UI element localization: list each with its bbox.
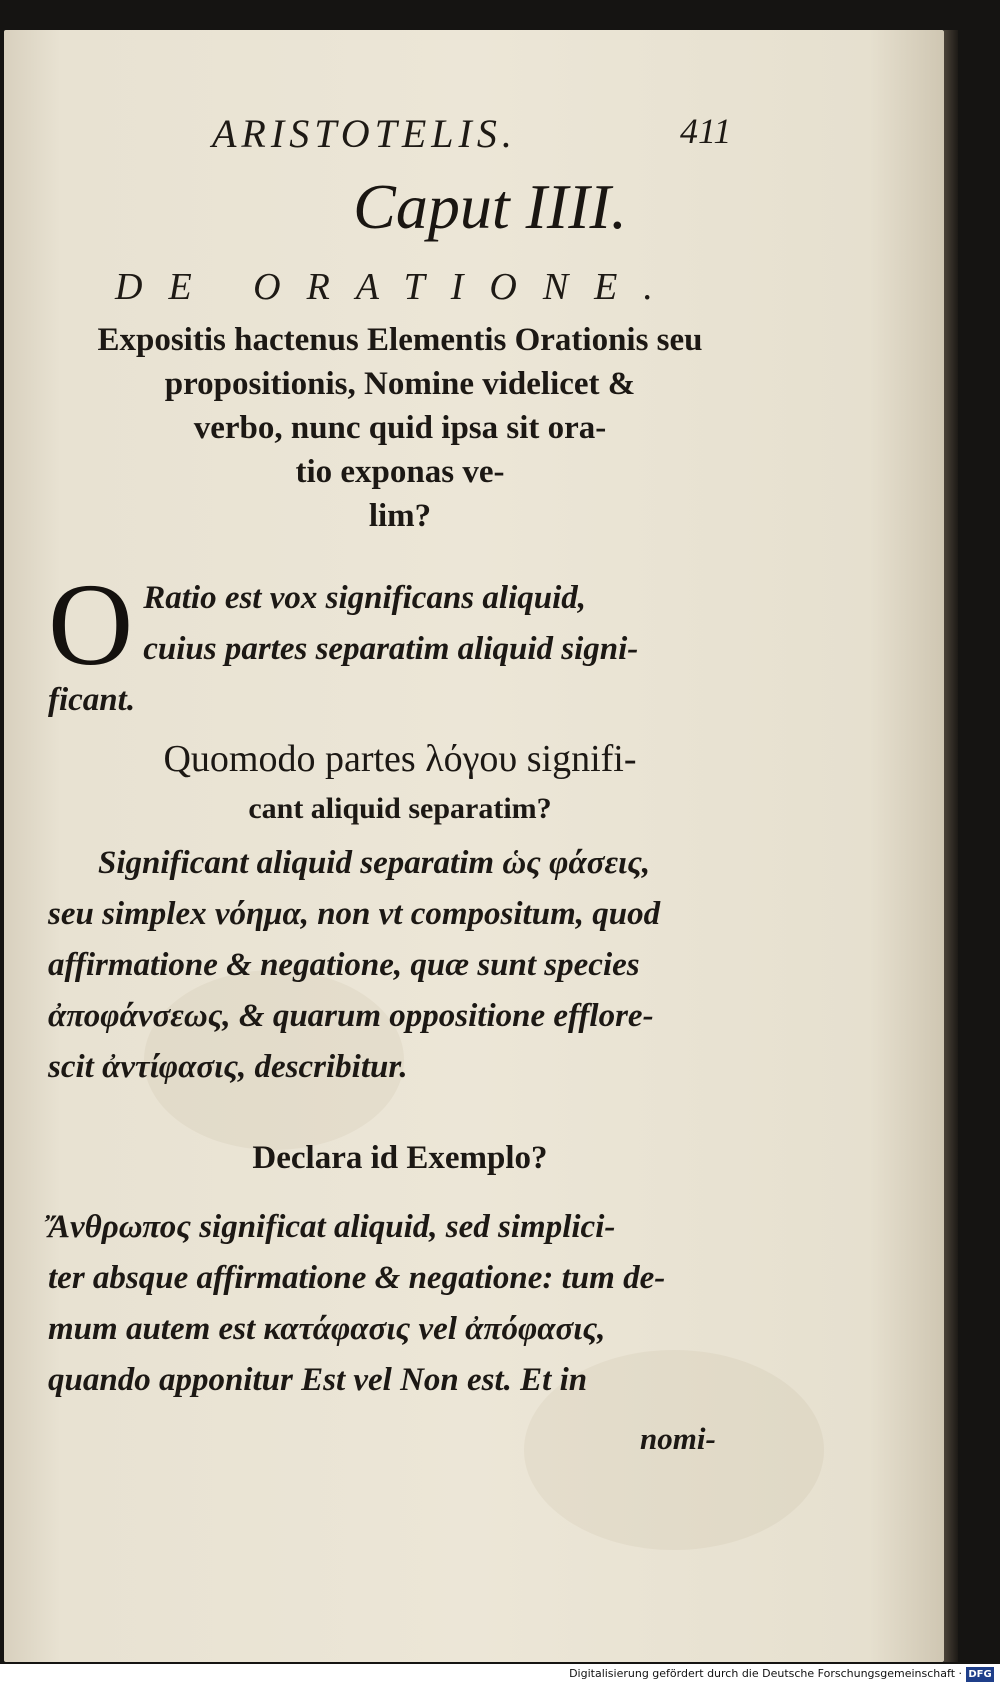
answer-1-line: Ratio est vox significans aliquid, bbox=[143, 580, 587, 616]
answer-3-line: Ἄνθρωπος significat aliquid, sed simplici- bbox=[48, 1209, 616, 1245]
question-1-line: tio exponas ve- bbox=[295, 454, 505, 490]
running-head bbox=[0, 110, 1000, 160]
funding-credit: Digitalisierung gefördert durch die Deutsche Forschungsgemeinschaft · bbox=[569, 1667, 962, 1680]
question-1 bbox=[40, 318, 760, 538]
answer-1-line: ficant. bbox=[48, 682, 136, 718]
question-1-line: Expositis hactenus Elementis Orationis seu bbox=[97, 322, 703, 358]
answer-2-line: scit ἀντίφασις, describitur. bbox=[48, 1049, 408, 1085]
answer-3 bbox=[48, 1202, 748, 1406]
dfg-logo: DFG bbox=[966, 1667, 994, 1682]
drop-cap: O bbox=[48, 559, 134, 690]
question-2-line: cant aliquid separatim? bbox=[248, 792, 552, 825]
answer-3-line: mum autem est κατάφασις vel ἀπόφασις, bbox=[48, 1311, 606, 1347]
answer-2-line: affirmatione & negatione, quæ sunt species bbox=[48, 947, 640, 983]
question-2 bbox=[40, 734, 760, 834]
answer-2-line: seu simplex νόημα, non vt compositum, quod bbox=[48, 896, 661, 932]
chapter-heading bbox=[0, 170, 1000, 244]
question-2-line: Quomodo partes λόγου signifi- bbox=[163, 738, 637, 780]
answer-1 bbox=[48, 559, 748, 726]
chapter-heading-text: Caput IIII. bbox=[353, 171, 627, 242]
question-1-line: lim? bbox=[368, 498, 432, 534]
answer-2 bbox=[48, 838, 748, 1093]
section-title: DE ORATIONE. bbox=[115, 266, 679, 308]
answer-3-line: ter absque affirmatione & negatione: tum de- bbox=[48, 1260, 666, 1296]
page-edge bbox=[944, 30, 958, 1662]
question-1-line: propositionis, Nomine videlicet & bbox=[164, 366, 636, 402]
question-3: Declara id Exemplo? bbox=[252, 1140, 548, 1176]
running-head-title: ARISTOTELIS. bbox=[212, 111, 517, 156]
answer-1-line: cuius partes separatim aliquid signi- bbox=[143, 631, 639, 667]
page-number: 411 bbox=[680, 111, 732, 151]
answer-3-line: quando apponitur Est vel Non est. Et in bbox=[48, 1362, 588, 1398]
question-1-line: verbo, nunc quid ipsa sit ora- bbox=[193, 410, 607, 446]
catchword: nomi- bbox=[640, 1421, 716, 1456]
answer-2-line: Significant aliquid separatim ὡς φάσεις, bbox=[98, 845, 651, 881]
footer-bar bbox=[0, 1664, 1000, 1686]
answer-2-line: ἀποφάνσεως, & quarum oppositione efflore- bbox=[48, 998, 654, 1034]
